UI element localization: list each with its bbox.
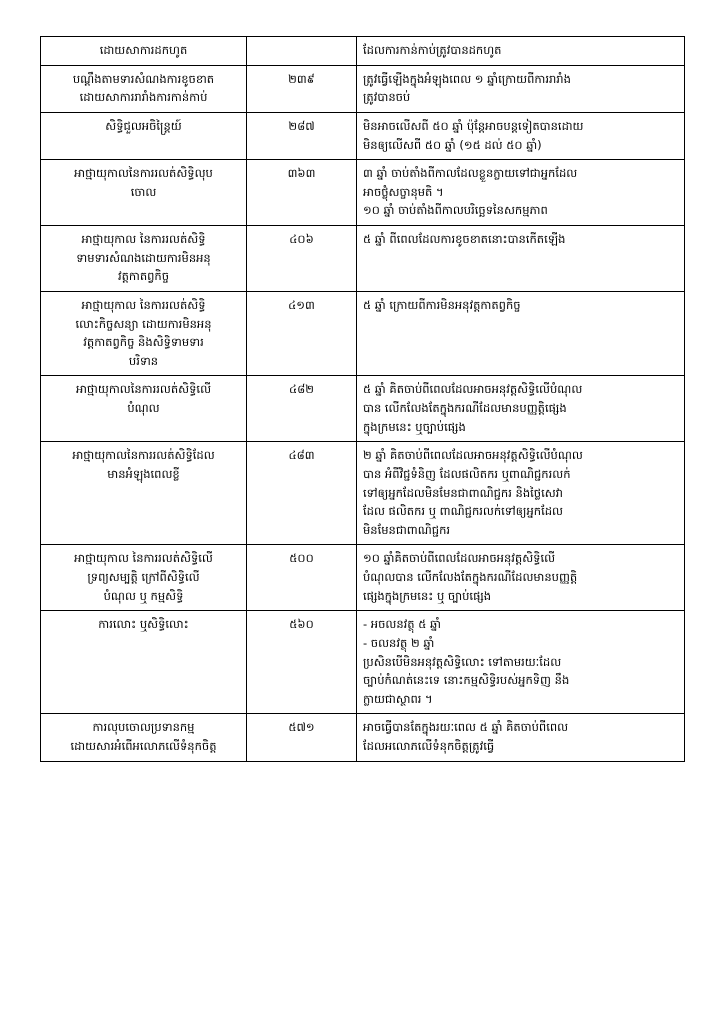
row-note bbox=[357, 545, 685, 611]
note-line: - អចលនវត្ថុ ៥ ឆ្នាំ bbox=[363, 617, 442, 632]
row-description bbox=[41, 714, 247, 761]
row-note bbox=[357, 291, 685, 376]
description-line: បំណុល ឬ កម្មសិទ្ធិ bbox=[103, 588, 184, 603]
description-line: អាថ្មាយុកាលនៃការរលត់សិទ្ធិដែល bbox=[72, 448, 215, 463]
row-description bbox=[41, 160, 247, 226]
note-line: - ចលនវត្ថុ ២ ឆ្នាំ bbox=[363, 635, 435, 650]
note-line: អាចធ្វើបានតែក្នុងរយៈពេល ៥ ឆ្នាំ គិតចាប់ពីពេល bbox=[363, 720, 569, 735]
description-line: សិទ្ធិជួលអចិន្ត្រៃយ៍ bbox=[105, 118, 182, 133]
row-note bbox=[357, 611, 685, 714]
description-line: មានអំឡុងពេលខ្លី bbox=[107, 466, 180, 481]
note-line: ត្រូវធ្វើឡើងក្នុងអំឡុងពេល ១ ឆ្នាំក្រោយពីការរារាំង bbox=[363, 71, 571, 86]
row-article-number: ៥០០ bbox=[247, 545, 357, 611]
note-line: ១០ ឆ្នាំគិតចាប់ពីពេលដែលអាចអនុវត្តសិទ្ធិលើ bbox=[363, 551, 556, 566]
description-line: អាថ្មាយុកាល នៃការរលត់សិទ្ធិ bbox=[81, 232, 206, 246]
note-line: ៥ ឆ្នាំ គិតចាប់ពីពេលដែលអាចអនុវត្តសិទ្ធិលើបំណុល bbox=[363, 382, 583, 397]
table-row bbox=[41, 112, 685, 159]
note-line: ក្នុងក្រមនេះ ឬច្បាប់ផ្សេង bbox=[363, 419, 466, 434]
description-line: អាថ្មាយុកាលនៃការរលត់សិទ្ធិលើ bbox=[75, 382, 212, 397]
note-line: ២ ឆ្នាំ គិតចាប់ពីពេលដែលអាចអនុវត្តសិទ្ធិលើបំណុល bbox=[363, 448, 583, 463]
description-line: អាថ្មាយុកាល នៃការរលត់សិទ្ធិលើ bbox=[74, 551, 213, 566]
table-row bbox=[41, 442, 685, 545]
table-row bbox=[41, 376, 685, 442]
description-line: ដោយសាការរារាំងការកាន់កាប់ bbox=[79, 90, 208, 105]
note-line: ៣ ឆ្នាំ ចាប់តាំងពីកាលដែលខ្លួនក្លាយទៅជាអ្នកដែល bbox=[363, 166, 578, 181]
row-article-number: ៤៨៣ bbox=[247, 442, 357, 545]
row-description bbox=[41, 291, 247, 376]
description-line: ទាមទារសំណងដោយការមិនអនុ bbox=[76, 250, 211, 265]
row-article-number bbox=[247, 37, 357, 66]
note-line: ច្បាប់កំណត់នេះទេ នោះកម្មសិទ្ធិរបស់អ្នកទិញ នឹង bbox=[363, 673, 570, 688]
note-line: ទៅឲ្យអ្នកដែលមិនមែនជាពាណិជ្ជករ និងថ្លៃសេវា bbox=[363, 485, 563, 500]
description-line: បរិទាន bbox=[128, 353, 159, 368]
note-line: ដែល ផលិតករ ឬ ពាណិជ្ជករលក់ទៅឲ្យអ្នកដែល bbox=[363, 504, 563, 519]
note-line: អាចថ្លុំសច្ចានុមតិ ។ bbox=[363, 184, 444, 199]
note-line: ប្រសិនបើមិនអនុវត្តសិទ្ធិលោះ ទៅតាមរយៈដែល bbox=[363, 654, 562, 669]
row-description bbox=[41, 37, 247, 66]
note-line: មិនឲ្យលើសពី ៥០ ឆ្នាំ (១៥ ដល់ ៥០ ឆ្នាំ) bbox=[363, 137, 542, 152]
description-line: វត្តកាតព្វកិច្ច និងសិទ្ធិទាមទារ bbox=[83, 335, 204, 350]
row-article-number: ៤៨២ bbox=[247, 376, 357, 442]
row-article-number: ៣៦៣ bbox=[247, 160, 357, 226]
row-note bbox=[357, 376, 685, 442]
description-line: បណ្ដឹងតាមទារសំណងការខូចខាត bbox=[72, 71, 215, 86]
row-description bbox=[41, 226, 247, 292]
row-article-number: ២៨៧ bbox=[247, 112, 357, 159]
row-article-number: ២៣៩ bbox=[247, 65, 357, 112]
note-line: ដែលអលោភលើទំនុកចិត្តត្រូវធ្វើ bbox=[363, 739, 495, 753]
note-line: ១០ ឆ្នាំ ចាប់តាំងពីកាលបរិច្ឆេទនៃសកម្មភាព bbox=[363, 203, 548, 218]
table-row bbox=[41, 714, 685, 761]
row-note bbox=[357, 112, 685, 159]
table-row bbox=[41, 37, 685, 66]
description-line: វត្តកាតព្វកិច្ច bbox=[117, 269, 170, 284]
row-note bbox=[357, 442, 685, 545]
note-line: ៥ ឆ្នាំ ពីពេលដែលការខូចខាតនោះបានកើតឡើង bbox=[363, 232, 566, 246]
row-note bbox=[357, 714, 685, 761]
row-note bbox=[357, 160, 685, 226]
row-description bbox=[41, 65, 247, 112]
row-article-number: ៥៦០ bbox=[247, 611, 357, 714]
description-line: ការលុបចោលប្រទានកម្ម bbox=[92, 720, 195, 735]
table-row bbox=[41, 611, 685, 714]
note-line: មិនមែនជាពាណិជ្ជករ bbox=[363, 522, 451, 537]
description-line: បំណុល bbox=[127, 401, 160, 415]
note-line: មិនអាចលើសពី ៥០ ឆ្នាំ ប៉ុន្តែអាចបន្តទៀតបានដោយ bbox=[363, 118, 584, 133]
description-line: ការលោះ ឬសិទ្ធិលោះ bbox=[98, 617, 189, 632]
note-line: ៥ ឆ្នាំ ក្រោយពីការមិនអនុវត្តកាតព្វកិច្ច bbox=[363, 297, 521, 312]
row-note bbox=[357, 226, 685, 292]
description-line: ចោល bbox=[130, 184, 157, 199]
note-line: ផ្សេងក្នុងក្រមនេះ ឬ ច្បាប់ផ្សេង bbox=[363, 588, 492, 603]
row-article-number: ៤០៦ bbox=[247, 226, 357, 292]
description-line: ដោយសាការដកហូត bbox=[99, 43, 188, 57]
table-row bbox=[41, 160, 685, 226]
description-line: ដោយសារអំពើអលោភលើទំនុកចិត្ត bbox=[70, 739, 217, 753]
table-row bbox=[41, 291, 685, 376]
description-line: លោះកិច្ចសន្យា ដោយការមិនអនុ bbox=[75, 316, 212, 331]
row-article-number: ៤១៣ bbox=[247, 291, 357, 376]
description-line: អាថ្មាយុកាលនៃការរលត់សិទ្ធិលុប bbox=[74, 166, 213, 181]
note-line: បំណុលបាន លើកលែងតែក្នុងករណីដែលមានបញ្ញត្តិ bbox=[363, 570, 578, 584]
row-note bbox=[357, 37, 685, 66]
note-line: បាន លើកលែងតែក្នុងករណីដែលមានបញ្ញត្តិផ្សេង bbox=[363, 401, 567, 415]
note-line: ត្រូវបានចប់ bbox=[363, 90, 411, 105]
legal-terms-table bbox=[40, 36, 685, 762]
note-line: បាន អំពីវិជ្ជទំនិញ ដែលផលិតករ ឬពាណិជ្ជករលក់ bbox=[363, 466, 571, 481]
row-description bbox=[41, 376, 247, 442]
row-description bbox=[41, 112, 247, 159]
table-body bbox=[41, 37, 685, 762]
note-line: ក្លាយជាស្ថាពរ ។ bbox=[363, 691, 433, 706]
row-description bbox=[41, 611, 247, 714]
row-description bbox=[41, 545, 247, 611]
description-line: អាថ្មាយុកាល នៃការរលត់សិទ្ធិ bbox=[81, 297, 206, 312]
table-row bbox=[41, 65, 685, 112]
table-row bbox=[41, 226, 685, 292]
row-article-number: ៥៧១ bbox=[247, 714, 357, 761]
table-row bbox=[41, 545, 685, 611]
note-line: ដែលការកាន់កាប់ត្រូវបានដកហូត bbox=[363, 43, 502, 57]
row-note bbox=[357, 65, 685, 112]
row-description bbox=[41, 442, 247, 545]
description-line: ទ្រព្យសម្បត្តិ ក្រៅពីសិទ្ធិលើ bbox=[87, 570, 200, 584]
